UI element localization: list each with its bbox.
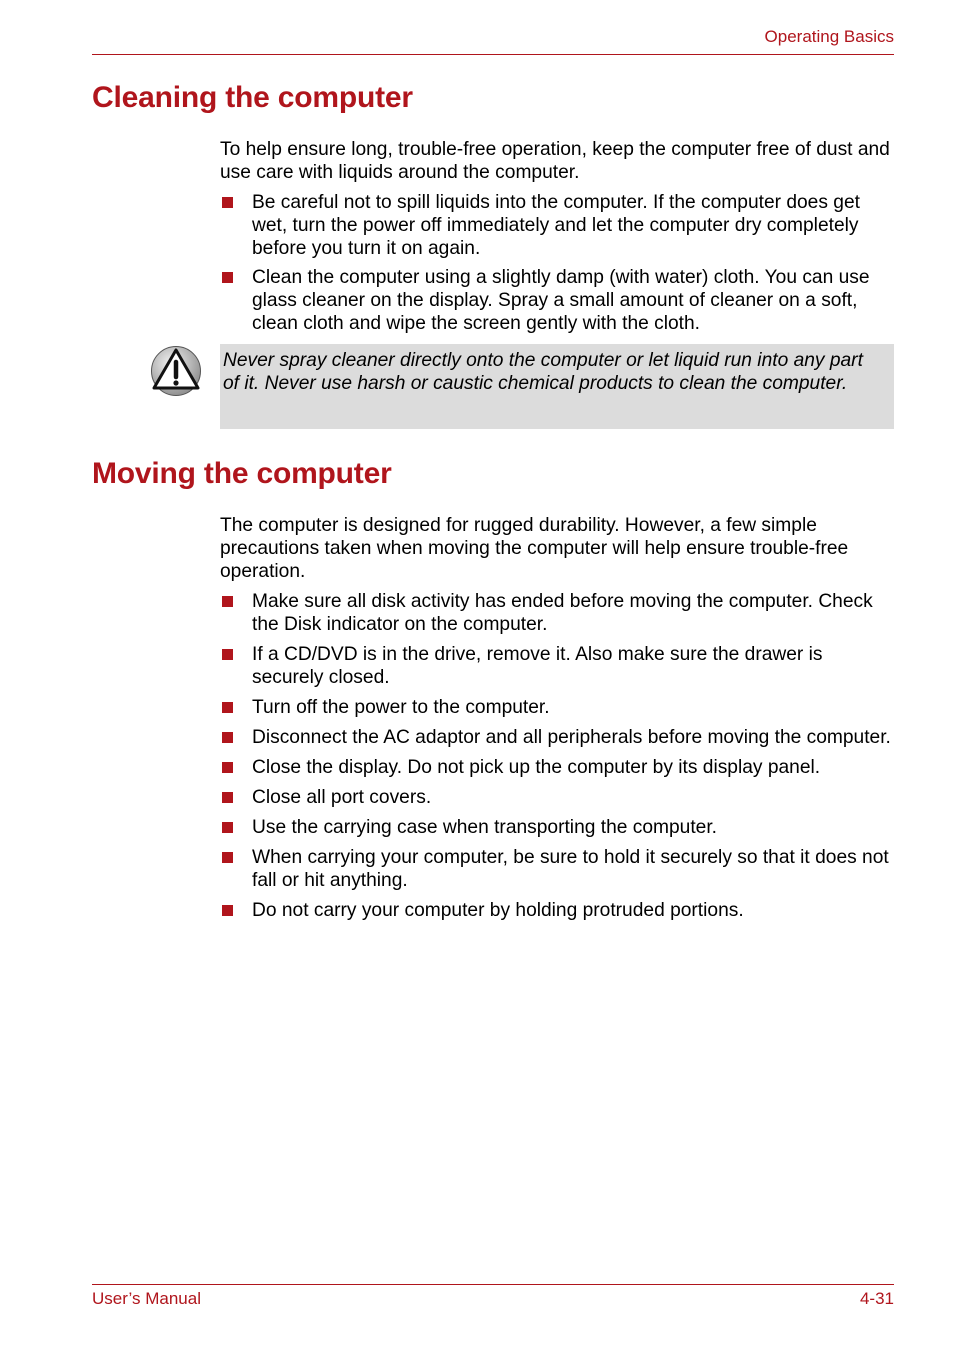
list-item (220, 816, 896, 839)
list-item (220, 899, 896, 922)
list-item-text: If a CD/DVD is in the drive, remove it. Also make sure the drawer is securely closed. (252, 644, 823, 688)
square-bullet-icon (222, 852, 233, 863)
cleaning-intro: To help ensure long, trouble-free operation, keep the computer free of dust and use care with liquids around the computer. (220, 139, 890, 183)
square-bullet-icon (222, 822, 233, 833)
square-bullet-icon (222, 649, 233, 660)
square-bullet-icon (222, 762, 233, 773)
square-bullet-icon (222, 732, 233, 743)
caution-note-text: Never spray cleaner directly onto the computer or let liquid run into any part of it. Never use harsh or caustic chemical products to clean the computer. (223, 350, 863, 394)
list-item (220, 643, 896, 689)
list-item (220, 756, 896, 779)
list-item (220, 590, 896, 636)
list-item (220, 846, 896, 892)
list-item-text: Disconnect the AC adaptor and all peripherals before moving the computer. (252, 727, 891, 748)
moving-intro: The computer is designed for rugged durability. However, a few simple precautions taken when moving the computer will help ensure trouble-free operation. (220, 515, 849, 582)
list-item-text: Close the display. Do not pick up the computer by its display panel. (252, 757, 821, 778)
footer-manual-title: User’s Manual (92, 1289, 201, 1308)
list-item (220, 696, 896, 719)
list-item-text: Close all port covers. (252, 787, 432, 808)
footer-rule (92, 1284, 894, 1285)
warning-triangle-icon (150, 345, 202, 397)
square-bullet-icon (222, 272, 233, 283)
cleaning-bullet-list (220, 191, 896, 335)
list-item-text: When carrying your computer, be sure to hold it securely so that it does not fall or hit anything. (252, 847, 889, 891)
list-item-text: Use the carrying case when transporting the computer. (252, 817, 718, 838)
page-number: 4-31 (859, 1289, 894, 1308)
header-rule (92, 54, 894, 55)
list-item-text: Be careful not to spill liquids into the computer. If the computer does get wet, turn the power off immediately and let the computer dry completely before you turn it on again. (252, 192, 860, 259)
list-item-text: Turn off the power to the computer. (252, 697, 550, 718)
caution-note (220, 344, 894, 429)
square-bullet-icon (222, 702, 233, 713)
section-title-cleaning: Cleaning the computer (92, 81, 413, 114)
list-item (220, 786, 896, 809)
list-item-text: Clean the computer using a slightly damp (with water) cloth. You can use glass cleaner on the display. Spray a small amount of cleaner on a soft, clean cloth and wipe the screen gently with the cloth. (252, 267, 870, 334)
cleaning-section-body (220, 138, 896, 341)
moving-section-body (220, 514, 896, 929)
square-bullet-icon (222, 792, 233, 803)
list-item (220, 726, 896, 749)
list-item (220, 266, 896, 335)
square-bullet-icon (222, 197, 233, 208)
running-header: Operating Basics (764, 27, 894, 46)
list-item-text: Do not carry your computer by holding protruded portions. (252, 900, 744, 921)
list-item (220, 191, 896, 260)
section-title-moving: Moving the computer (92, 457, 392, 490)
square-bullet-icon (222, 905, 233, 916)
moving-bullet-list (220, 590, 896, 922)
square-bullet-icon (222, 596, 233, 607)
list-item-text: Make sure all disk activity has ended before moving the computer. Check the Disk indicator on the computer. (252, 591, 873, 635)
